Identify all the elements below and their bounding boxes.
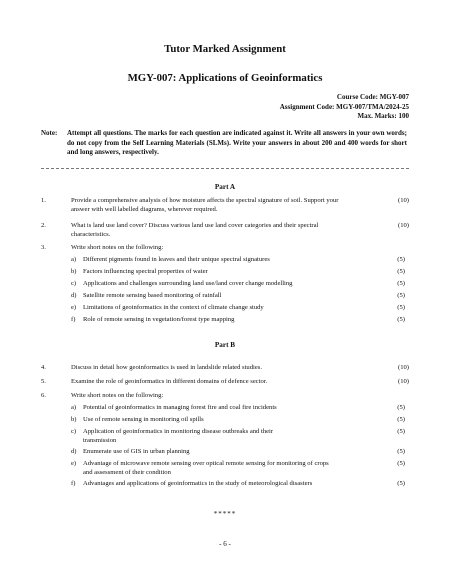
sub-letter: e) <box>71 460 77 467</box>
sub-marks: (5) <box>397 256 405 263</box>
question-text: Provide a comprehensive analysis of how moisture affects the spectral signature of soil. Support your answer with well labelled diagrams, wherever required. <box>71 197 339 213</box>
sub-letter: f) <box>71 480 76 487</box>
question-number: 2. <box>41 222 46 229</box>
question-number: 4. <box>41 364 46 371</box>
sub-text: Limitations of geoinformatics in the context of climate change study <box>83 304 264 311</box>
sub-text: Satellite remote sensing based monitoring of rainfall <box>83 292 222 299</box>
note-text: Attempt all questions. The marks for each question are indicated against it. Write all answers in your own words; do not copy from the Self Learning Materials (SLMs). Write your answers in about 200 and 400 words for short and long answers, respectively. <box>67 129 407 156</box>
sub-text: Use of remote sensing in monitoring oil spills <box>83 416 204 423</box>
sub-text: Advantages and applications of geoinformatics in the study of meteorological disasters <box>83 480 313 487</box>
question-number: 3. <box>41 244 46 251</box>
sub-letter: d) <box>71 448 77 455</box>
sub-letter: d) <box>71 292 77 299</box>
sub-marks: (5) <box>397 316 405 323</box>
assignment-code: Assignment Code: MGY-007/TMA/2024-25 <box>279 102 409 111</box>
sub-text: Applications and challenges surrounding land use/land cover change modelling <box>83 280 293 287</box>
question-text: What is land use land cover? Discuss various land use land cover categories and their spectral characteristics. <box>71 222 319 238</box>
sub-text: Advantage of microwave remote sensing over optical remote sensing for monitoring of crops and assessment of their condition <box>83 460 329 476</box>
sub-text: Potential of geoinformatics in managing forest fire and coal fire incidents <box>83 404 277 411</box>
course-title: MGY-007: Applications of Geoinformatics <box>127 72 323 84</box>
question-text: Discuss in detail how geoinformatics is used in landslide related studies. <box>71 364 262 371</box>
sub-marks: (5) <box>397 480 405 487</box>
sub-letter: c) <box>71 280 77 287</box>
question-text: Write short notes on the following: <box>71 244 164 251</box>
sub-letter: f) <box>71 316 76 323</box>
sub-marks: (5) <box>397 448 405 455</box>
sub-text: Different pigments found in leaves and their unique spectral signatures <box>83 256 270 263</box>
question-text: Examine the role of geoinformatics in different domains of defence sector. <box>71 378 268 385</box>
sub-text: Enumerate use of GIS in urban planning <box>83 448 190 455</box>
part-b-heading: Part B <box>214 341 236 349</box>
part-a-heading: Part A <box>214 183 236 191</box>
sub-text: Application of geoinformatics in monitoring disease outbreaks and their transmission <box>83 428 274 444</box>
question-number: 6. <box>41 392 46 399</box>
sub-text: Role of remote sensing in vegetation/forest type mapping <box>83 316 235 323</box>
sub-marks: (5) <box>397 304 405 311</box>
sub-letter: b) <box>71 416 77 423</box>
sub-marks: (5) <box>397 280 405 287</box>
question-number: 1. <box>41 197 46 204</box>
sub-marks: (5) <box>397 292 405 299</box>
note-label: Note: <box>41 129 58 137</box>
sub-letter: c) <box>71 428 77 435</box>
question-text: Write short notes on the following: <box>71 392 164 399</box>
question-marks: (10) <box>398 222 409 229</box>
question-number: 5. <box>41 378 46 385</box>
page-number: - 6 - <box>219 540 231 548</box>
sub-letter: a) <box>71 404 77 411</box>
sub-marks: (5) <box>397 428 405 435</box>
sub-marks: (5) <box>397 404 405 411</box>
dashed-divider <box>41 168 409 169</box>
document-title: Tutor Marked Assignment <box>164 43 286 55</box>
sub-letter: a) <box>71 256 77 263</box>
sub-letter: e) <box>71 304 77 311</box>
question-marks: (10) <box>398 197 409 204</box>
sub-marks: (5) <box>397 416 405 423</box>
question-marks: (10) <box>398 364 409 371</box>
sub-letter: b) <box>71 268 77 275</box>
end-stars: ***** <box>213 510 237 518</box>
max-marks: Max. Marks: 100 <box>357 112 409 120</box>
assignment-codes <box>280 93 409 122</box>
sub-marks: (5) <box>397 268 405 275</box>
sub-marks: (5) <box>397 460 405 467</box>
question-marks: (10) <box>398 378 409 385</box>
sub-text: Factors influencing spectral properties of water <box>83 268 208 275</box>
course-code: Course Code: MGY-007 <box>336 93 409 101</box>
